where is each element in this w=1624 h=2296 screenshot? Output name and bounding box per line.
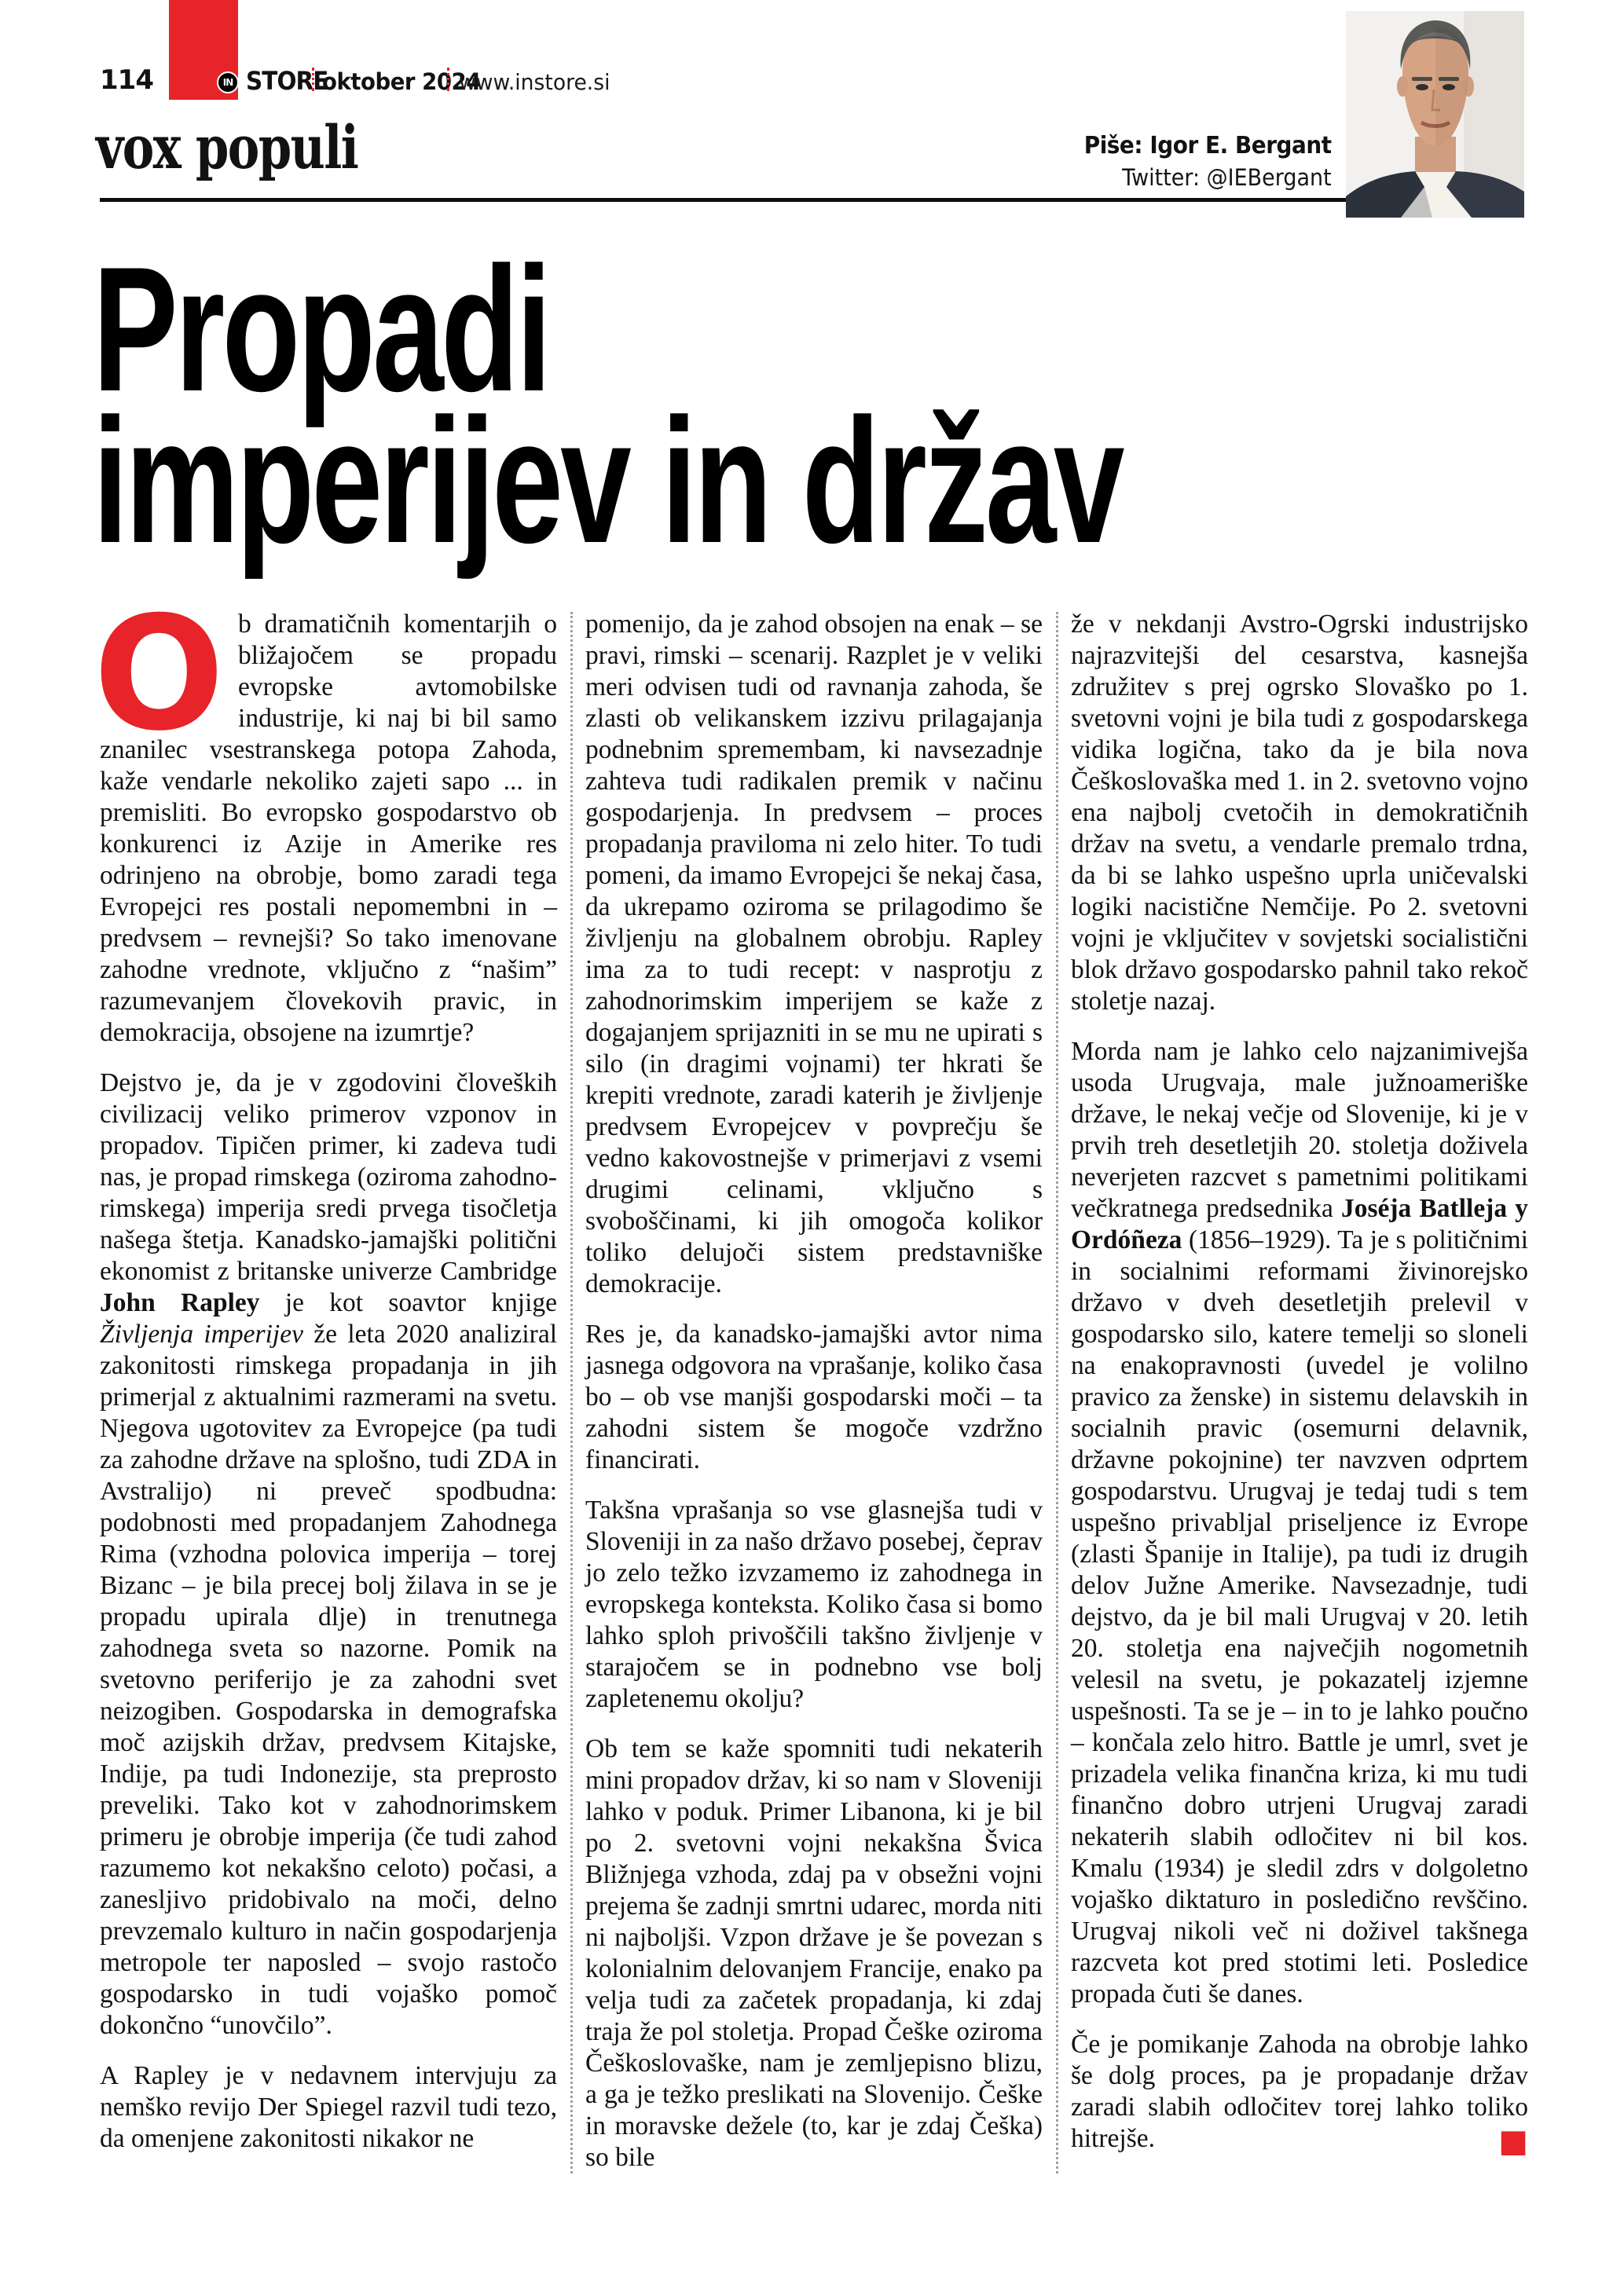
instore-logo-icon: IN <box>217 71 239 93</box>
website-url: www.instore.si <box>459 69 610 95</box>
paragraph <box>93 583 557 1049</box>
paragraph: Dejstvo je, da je v zgodovini človeških civilizacij veliko primerov vzponov in propadov. Tipičen primer, ki zadeva tudi nas, je propad rimskega (oziroma zahodno-rimskega) imperija sredi prvega tisočletja našega štetja. Kanadsko-jamajški politični ekonomist z britanske univerze Cambridge John Rapley je kot soavtor knjige Življenja imperijev že leta 2020 analiziral zakonitosti rimskega propadanja in jih primerjal z aktualnimi razmerami na svetu. Njegova ugotovitev za Evropejce (pa tudi za zahodne države na splošno, tudi ZDA in Avstralijo) ni preveč spodbudna: podobnosti med propadanjem Zahodnega Rima (vzhodna polovica imperija – torej Bizanc – je bila precej bolj žilava in se je propadu upirala dlje) in trenutnega zahodnega sveta so nazorne. Pomik na svetovno periferijo je za zahodni svet neizogiben. Gospodarska in demografska moč azijskih držav, predvsem Kitajske, Indije, pa tudi Indonezije, sta preprosto preveliki. Tako kot v zahodnorimskem primeru je obrobje imperija (če tudi zahod razumemo kot nekakšno celoto) počasi, a zanesljivo pridobivalo na moči, delno prevzemalo kulturo in način gospodarjenja metropole ter naposled – svojo rastočo gospodarsko in tudi vojaško pomoč dokončno “unovčilo”. <box>100 1068 558 2040</box>
article-column-2 <box>585 609 1043 2173</box>
article-body <box>93 583 1528 2173</box>
masthead-divider-icon <box>447 68 449 91</box>
column-divider <box>570 612 573 2173</box>
paragraph: Morda nam je lahko celo najzanimivejša usoda Urugvaja, male južnoameriške države, le nekaj večje od Slovenije, ki je v prvih treh desetletjih 20. stoletja doživela neverjeten razcvet s pametnimi politikami večkratnega predsednika Joséja Batlleja y Ordóñeza (1856–1929). Ta je s političnimi in socialnimi reformami živinorejsko državo v dveh desetletjih prelevil v gospodarsko silo, katere temelji so sloneli na enakopravnosti (uvedel je volilno pravico za ženske) in sistemu delavskih in socialnih pravic (osemurni delavnik, državne pokojnine) ter navzven odprtem gospodarstvu. Urugvaj je tedaj tudi s tem uspešno privabljal priseljence iz Evrope (zlasti Španije in Italije), pa tudi iz drugih delov Južne Amerike. Navsezadnje, tudi dejstvo, da je bil mali Urugvaj v 20. letih 20. stoletja ena največjih nogometnih velesil na svetu, je pokazatelj izjemne uspešnosti. Ta se je – in to je lahko poučno – končala zelo hitro. Battle je umrl, svet je prizadela velika finančna kriza, ki mu tudi finančno dobro utrjeni Urugvaj zaradi nekaterih slabih odločitev ni bil kos. Kmalu (1934) je sledil zdrs v dolgoletno vojaško diktaturo in posledično revščino. Urugvaj nikoli več ni doživel takšnega razcveta kot pred stotimi leti. Posledice propada čuti še danes. <box>1071 1037 1528 2009</box>
article-title-line2: imperijev in držav <box>93 381 1122 580</box>
paragraph: A Rapley je v nedavnem intervjuju za nemško revijo Der Spiegel razvil tudi tezo, da omenjene zakonitosti nikakor ne <box>100 2061 557 2153</box>
paragraph: Res je, da kanadsko-jamajški avtor nima jasnega odgovora na vprašanje, koliko časa bo – ob vse manjši gospodarski moči – ta zahodni sistem še mogoče vzdržno financirati. <box>585 1320 1043 1474</box>
page-number: 114 <box>100 64 153 96</box>
section-label: vox populi <box>96 112 358 182</box>
byline-twitter-handle: Twitter: @IEBergant <box>1122 164 1332 191</box>
byline <box>1065 132 1332 191</box>
paragraph: Ob tem se kaže spomniti tudi nekaterih mini propadov držav, ki so nam v Sloveniji lahko v poduk. Primer Libanona, ki je bil po 2. svetovni vojni nekakšna Švica Bližnjega vzhoda, zdaj pa v obsežni vojni prejema še zadnji smrtni udarec, morda niti ni najboljši. Vzpon države je še povezan s kolonialnim delovanjem Francije, enako pa velja tudi za začetek propadanja, ki zdaj traja že pol stoletja. Propad Češke oziroma Češkoslovaške, nam je zemljepisno blizu, a ga je težko preslikati na Slovenijo. Češke in moravske dežele (to, kar je zdaj Češka) so bile <box>585 1734 1043 2172</box>
column-divider <box>1056 612 1058 2173</box>
paragraph <box>1071 2029 1528 2159</box>
paragraph: pomenijo, da je zahod obsojen na enak – se pravi, rimski – scenarij. Razplet je v veliki meri odvisen tudi od ravnanja zahoda, še zlasti ob velikanskem izzivu prilagajanja podnebnim spremembam, ki navsezadnje zahteva tudi radikalen premik v načinu gospodarjenja. In predvsem – proces propadanja praviloma ni zelo hiter. To tudi pomeni, da imamo Evropejci še nekaj časa, da ukrepamo oziroma se prilagodimo še življenju na globalnem obrobju. Rapley ima za to tudi recept: v nasprotju z zahodnorimskim imperijem se kaže z dogajanjem sprijazniti in se mu ne upirati s silo (in dragimi vojnami) ter hkrati še krepiti vrednote, zaradi katerih je življenje predvsem Evropejcev v povprečju še vedno kakovostnejše v primerjavi z vsemi drugimi celinami, vključno s svoboščinami, ki jih omogoča kolikor toliko delujoči sistem predstavniške demokracije. <box>585 610 1043 1298</box>
article-column-3 <box>1071 609 1528 2173</box>
instore-logo-wordmark: STORE <box>246 66 328 96</box>
header-rule <box>100 198 1524 202</box>
drop-cap: O <box>93 583 225 766</box>
article-column-1 <box>93 583 558 2173</box>
paragraph-text: Če je pomikanje Zahoda na obrobje lahko še dolg proces, pa je propadanje držav zaradi slabih odločitev torej lahko toliko hitrejše. <box>1071 2030 1528 2153</box>
article-end-mark: ■ <box>1498 2123 1528 2159</box>
issue-date: oktober 2024 <box>322 68 481 95</box>
byline-writer: Piše: Igor E. Bergant <box>1084 132 1332 159</box>
article-title <box>93 229 1122 580</box>
masthead-divider-icon <box>312 68 314 91</box>
author-portrait-illustration <box>1346 11 1524 218</box>
paragraph: Takšna vprašanja so vse glasnejša tudi v Sloveniji in za našo državo posebej, čeprav jo zelo težko izvzamemo iz zahodnega in evropskega konteksta. Koliko časa si bomo lahko sploh privoščili takšno življenje v starajočem se in podnebno vse bolj zapletenemu okolju? <box>585 1496 1043 1713</box>
paragraph-text: b dramatičnih komentarjih o bližajočem se propadu evropske avtomobilske industrije, ki naj bi bil samo znanilec vsestranskega potopa Zahoda, kaže vendarle nekoliko zajeti sapo ... in premisliti. Bo evropsko gospodarstvo ob konkurenci iz Azije in Amerike res odrinjeno na obrobje, bomo zaradi tega Evropejci res postali nepomembni in – predvsem – revnejši? So tako imenovane zahodne vrednote, vključno z “našim” razumevanjem človekovih pravic, in demokracija, obsojene na izumrtje? <box>100 610 557 1047</box>
author-photo <box>1346 11 1524 218</box>
article-title-line1: Propadi <box>93 229 549 428</box>
paragraph: že v nekdanji Avstro-Ogrski industrijsko najrazvitejši del cesarstva, kasnejša združitev s prej ogrsko Slovaško po 1. svetovni vojni je bila tudi z gospodarskega vidika logična, tako da je bila nova Češkoslovaška med 1. in 2. svetovno vojno ena najbolj cvetočih in demokratičnih držav na svetu, a vendarle premalo trdna, da bi se lahko uspešno uprla uničevalski logiki nacistične Nemčije. Po 2. svetovni vojni je vključitev v sovjetski socialistični blok državo gospodarsko pahnil tako rekoč stoletje nazaj. <box>1071 610 1528 1016</box>
